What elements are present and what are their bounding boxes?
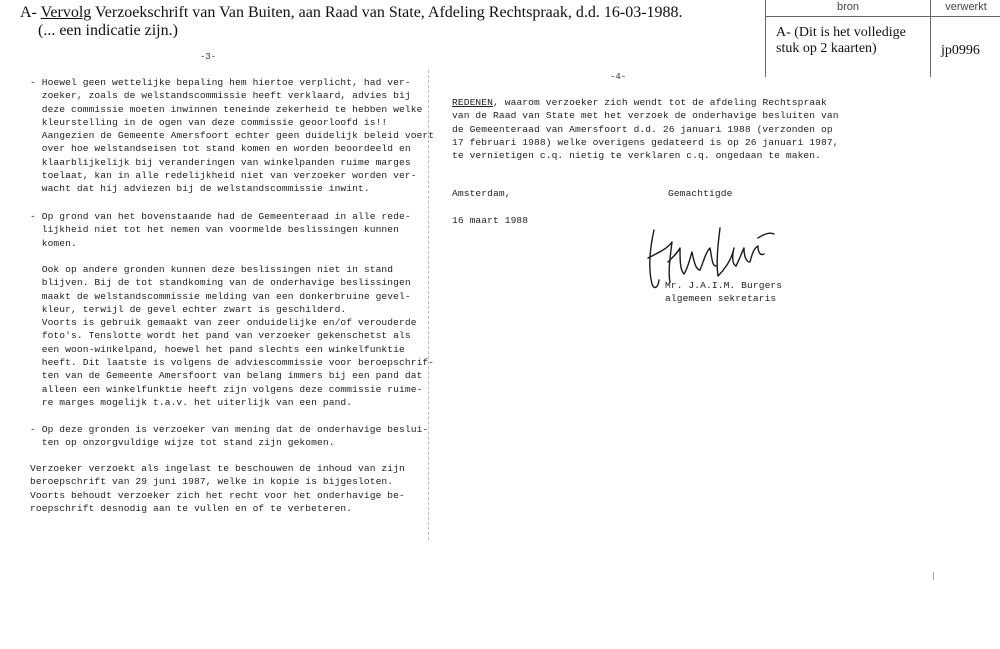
signature-stroke: [736, 246, 764, 266]
place-line: Amsterdam,: [452, 188, 511, 199]
text-line: lijkheid niet tot het nemen van voormelde beslissingen kunnen: [30, 224, 400, 236]
page3-paragraph-3: [30, 263, 434, 409]
stamp-bron-header: [765, 0, 930, 17]
text-line: beroepschrift van 29 juni 1987, welke in kopie is bijgesloten.: [30, 476, 394, 488]
text-line: Verzoeker verzoekt als ingelast te beschouwen de inhoud van zijn: [30, 463, 405, 474]
text-line: de Gemeenteraad van Amersfoort d.d. 26 januari 1988 (verzonden op: [452, 123, 833, 135]
signature-stroke: [668, 248, 700, 274]
signatory-name: Mr. J.A.I.M. Burgers: [665, 280, 783, 291]
text-line: Voorts is gebruik gemaakt van zeer onduidelijke en/of verouderde: [30, 317, 417, 329]
text-line: over hoe welstandseisen tot stand komen en worden beoordeeld en: [30, 143, 411, 155]
source-stamp: [765, 0, 1000, 77]
stamp-verwerkt-header: [930, 0, 1000, 17]
text-line: Ook op andere gronden kunnen deze beslissingen niet in stand: [30, 264, 394, 275]
text-line: Aangezien de Gemeente Amersfoort echter geen duidelijk beleid voert: [30, 130, 435, 142]
header-vervolg: Vervolg: [40, 4, 92, 21]
text-line: te vernietigen c.q. nietig te verklaren c.q. ongedaan te maken.: [452, 150, 822, 162]
page3-paragraph-5: [30, 462, 405, 515]
text-line: alleen een winkelfunktie heeft zijn volgens deze commissie ruime-: [30, 383, 423, 395]
text-line: klaarblijkelijk bij veranderingen van winkelpanden ruime marges: [30, 156, 411, 168]
text-line: [452, 96, 839, 109]
text-line: blijven. Bij de tot standkoming van de onderhavige beslissingen: [30, 277, 411, 289]
role-line: Gemachtigde: [668, 188, 733, 199]
signatory-block: [665, 279, 782, 306]
date-line: 16 maart 1988: [452, 215, 529, 226]
stamp-verwerkt-label: verwerkt: [945, 1, 987, 13]
text-line: re marges mogelijk t.a.v. het uiterlijk van een pand.: [30, 396, 353, 408]
text-line: - Op deze gronden is verzoeker van mening dat de onderhavige beslui-: [30, 424, 429, 435]
text-line: zoeker, zoals de welstandscommissie heeft verklaard, advies bij: [30, 90, 411, 102]
stamp-bron-label: bron: [836, 1, 860, 13]
text-line: - Op grond van het bovenstaande had de Gemeenteraad in alle rede-: [30, 211, 411, 222]
text-line: - Hoewel geen wettelijke bepaling hem hiertoe verplicht, had ver-: [30, 77, 411, 88]
text-line: 17 februari 1988) welke overigens gedateerd is op 26 januari 1987,: [452, 136, 839, 148]
signature-stroke: [650, 230, 659, 287]
header-subtitle: (... een indicatie zijn.): [38, 22, 178, 39]
document-header: [20, 3, 683, 22]
text-line: een woon-winkelpand, hoewel het pand slechts een winkelfunktie: [30, 343, 405, 355]
signature-stroke: [717, 228, 736, 276]
page3-number: -3-: [200, 52, 217, 62]
stamp-verwerkt-cell: [930, 17, 1000, 77]
page3-paragraph-2: [30, 210, 411, 250]
text-line: Voorts behoudt verzoeker zich het recht voor het onderhavige be-: [30, 489, 405, 501]
text-line: van de Raad van State met het verzoek de onderhavige besluiten van: [452, 110, 839, 122]
page3-paragraph-4: [30, 423, 428, 450]
text-line: deze commissie moeten inwinnen teneinde zekerheid te hebben welke: [30, 103, 423, 115]
text-line: toelaat, kan in alle redelijkheid niet van verzoeker worden ver-: [30, 170, 417, 182]
page4-redenen-paragraph: [452, 96, 839, 162]
text-line: ten op onzorgvuldige wijze tot stand zijn gekomen.: [30, 437, 335, 449]
header-prefix: A-: [20, 4, 37, 21]
signature-stroke: [758, 233, 774, 238]
stamp-bron-line2: stuk op 2 kaarten): [776, 41, 877, 56]
text-line: komen.: [30, 237, 77, 249]
text-line: ten van de Gemeente Amersfoort van belang immers bij een pand dat: [30, 370, 423, 382]
stamp-bron-line1: A- (Dit is het volledige: [776, 25, 906, 40]
stamp-verwerkt-value: jp0996: [941, 43, 980, 58]
text-line: foto's. Tenslotte wordt het pand van verzoeker gekenschetst als: [30, 330, 411, 342]
signatory-title: algemeen sekretaris: [665, 293, 777, 305]
text-line: maakt de welstandscommissie melding van een donkerbruine gevel-: [30, 290, 411, 302]
header-title: Verzoekschrift van Van Buiten, aan Raad van State, Afdeling Rechtspraak, d.d. 16-03-1988.: [94, 4, 683, 21]
crop-mark: [933, 572, 934, 580]
page4-number: -4-: [610, 72, 627, 82]
text-line: heeft. Dit laatste is volgens de adviescommissie voor beroepschrif-: [30, 357, 435, 369]
stamp-bron-cell: [765, 17, 930, 77]
text-line: roepschrift desnodig aan te vullen en of te verbeteren.: [30, 502, 353, 514]
text-line: wacht dat hij adviezen bij de welstandscommissie inwint.: [30, 183, 370, 195]
redenen-heading: REDENEN: [452, 97, 494, 108]
signature-stroke: [700, 248, 716, 270]
text-line: kleurstelling in de ogen van deze commissie geoorloofd is!!: [30, 116, 388, 128]
page3-paragraph-1: [30, 76, 434, 196]
redenen-rest: , waarom verzoeker zich wendt tot de afdeling Rechtspraak: [493, 97, 827, 108]
text-line: kleur, terwijl de gevel echter zwart is geschilderd.: [30, 303, 347, 315]
